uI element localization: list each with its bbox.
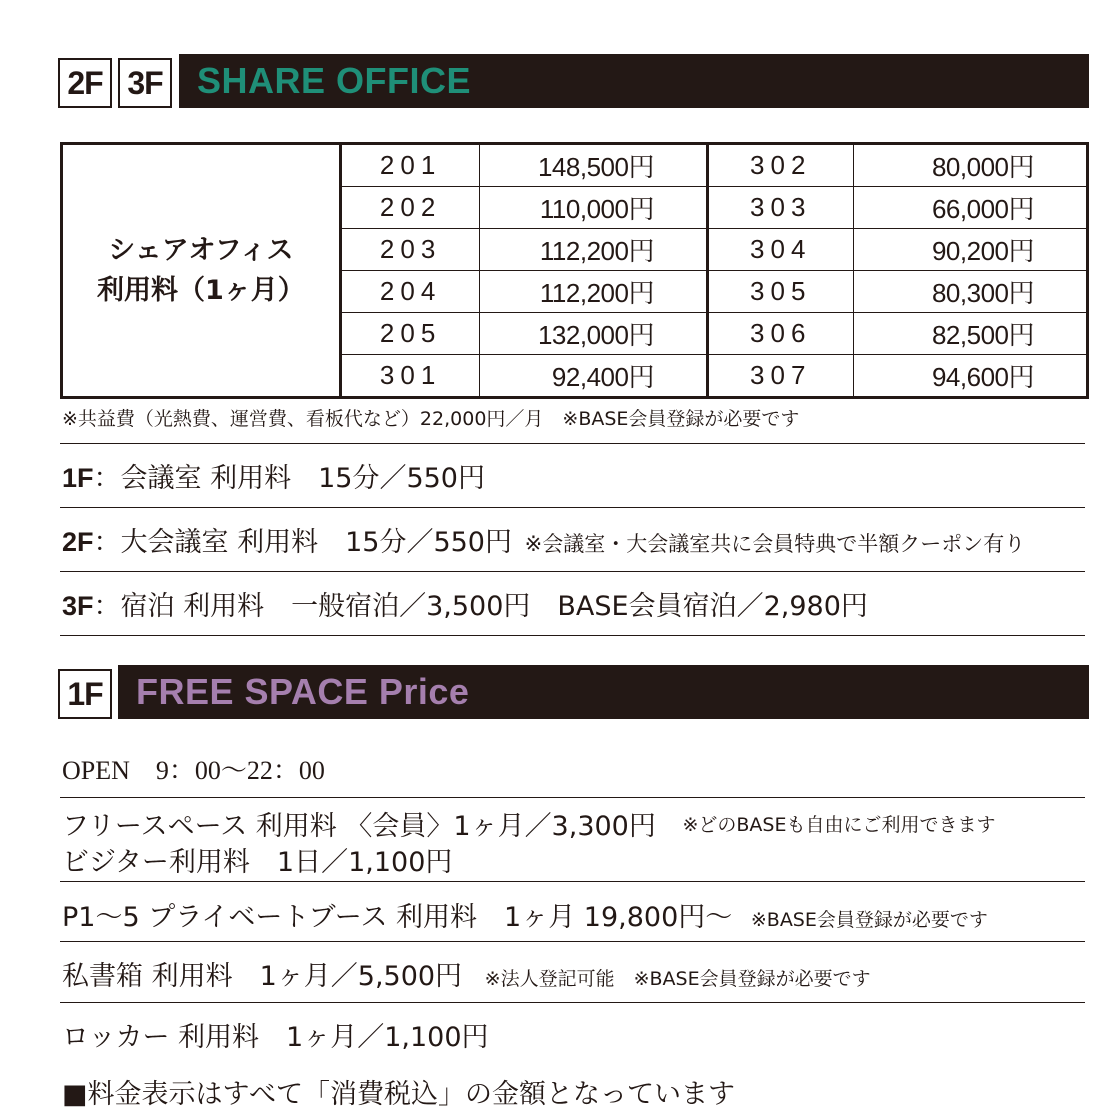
floor-badge-label: 2F: [67, 64, 103, 101]
room-number: 303: [707, 187, 853, 229]
room-price: 112,200円: [480, 271, 708, 313]
fee-line-2f: [62, 520, 1025, 559]
room-number: 306: [707, 313, 853, 355]
fee-text: ：宿泊 利用料 一般宿泊／3,500円 BASE会員宿泊／2,980円: [93, 591, 868, 622]
divider: [60, 507, 1085, 508]
item-note: ※法人登記可能 ※BASE会員登録が必要です: [484, 968, 871, 990]
free-space-item: [62, 1015, 489, 1054]
floor-badge-1f: [58, 669, 112, 719]
label-line: 利用料（1ヶ月）: [97, 274, 305, 306]
room-number: 203: [340, 229, 480, 271]
free-space-banner: [118, 665, 1089, 719]
free-space-item: [62, 840, 452, 879]
room-price: 132,000円: [480, 313, 708, 355]
room-price: 82,500円: [853, 313, 1087, 355]
free-space-title: FREE SPACE Price: [136, 671, 470, 712]
item-note: ※どのBASEも自由にご利用できます: [682, 814, 996, 836]
room-price: 80,300円: [853, 271, 1087, 313]
room-number: 205: [340, 313, 480, 355]
share-office-title: SHARE OFFICE: [197, 60, 472, 101]
free-space-item: [62, 804, 995, 843]
floor-badge-label: 3F: [127, 64, 163, 101]
free-space-item: [62, 954, 871, 993]
free-space-item: [62, 895, 988, 934]
floor-badge-2f: [58, 58, 112, 108]
item-text: ビジター利用料 1日／1,100円: [62, 847, 453, 878]
floor-label: 3F: [62, 591, 94, 621]
divider: [60, 1002, 1085, 1003]
divider: [60, 797, 1085, 798]
divider: [60, 881, 1085, 882]
floor-badge-label: 1F: [67, 675, 103, 712]
room-number: 304: [707, 229, 853, 271]
room-price: 94,600円: [853, 355, 1087, 398]
room-number: 302: [707, 144, 853, 187]
room-price: 112,200円: [480, 229, 708, 271]
floor-badge-3f: [118, 58, 172, 108]
room-number: 201: [340, 144, 480, 187]
room-price: 148,500円: [480, 144, 708, 187]
item-text: P1〜5 プライベートブース 利用料 1ヶ月 19,800円〜: [62, 902, 733, 933]
room-number: 202: [340, 187, 480, 229]
divider: [60, 635, 1085, 636]
fee-line-1f: [62, 456, 485, 495]
item-text: 私書箱 利用料 1ヶ月／5,500円: [62, 961, 463, 992]
divider: [60, 443, 1085, 444]
divider: [60, 571, 1085, 572]
divider: [60, 941, 1085, 942]
floor-label: 1F: [62, 463, 94, 493]
share-office-fee-label: [62, 144, 341, 398]
label-line: シェアオフィス: [108, 234, 294, 266]
fee-text: ：会議室 利用料 15分／550円: [93, 463, 485, 494]
fee-line-3f: [62, 584, 868, 623]
item-text: フリースペース 利用料 〈会員〉1ヶ月／3,300円: [62, 811, 656, 842]
share-office-banner: [179, 54, 1089, 108]
share-office-note: ※共益費（光熱費、運営費、看板代など）22,000円／月 ※BASE会員登録が必要です: [62, 408, 800, 430]
room-price: 80,000円: [853, 144, 1087, 187]
room-number: 305: [707, 271, 853, 313]
floor-label: 2F: [62, 527, 94, 557]
fee-text: ：大会議室 利用料 15分／550円: [93, 527, 512, 558]
room-number: 301: [340, 355, 480, 398]
table-row: [62, 144, 1088, 187]
share-office-rates-table: [60, 142, 1089, 399]
item-text: ロッカー 利用料 1ヶ月／1,100円: [62, 1022, 489, 1053]
tax-footer-note: ■料金表示はすべて「消費税込」の金額となっています: [62, 1079, 735, 1110]
room-price: 110,000円: [480, 187, 708, 229]
item-note: ※BASE会員登録が必要です: [750, 909, 988, 931]
room-price: 92,400円: [480, 355, 708, 398]
room-price: 90,200円: [853, 229, 1087, 271]
room-price: 66,000円: [853, 187, 1087, 229]
room-number: 204: [340, 271, 480, 313]
fee-note: ※会議室・大会議室共に会員特典で半額クーポン有り: [524, 532, 1026, 556]
room-number: 307: [707, 355, 853, 398]
open-hours: OPEN 9：00〜22：00: [62, 756, 325, 785]
